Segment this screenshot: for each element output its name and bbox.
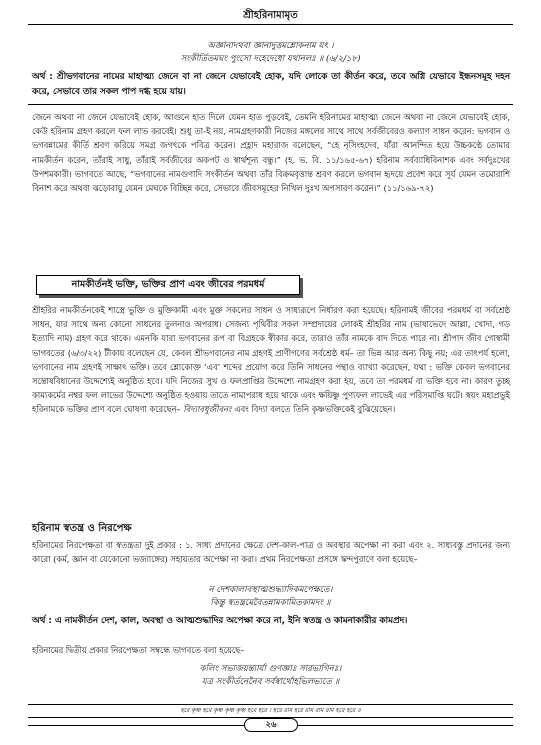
translation-2 [32,614,510,629]
translation-1 [32,70,510,99]
running-head: শ্রীহরিনামামৃত [243,10,298,21]
verse-line: সংকীর্তিতমঘং পুংসো দহেদেধো যথানলঃ ॥ (৬/২/১৮) [180,54,361,64]
mahamantra-footer-band: হরে কৃষ্ণ হরে কৃষ্ণ কৃষ্ণ কৃষ্ণ হরে হরে । হরে রাম হরে রাম রাম রাম হরে হরে ॥ [28,704,513,718]
subsection-heading: হরিনাম স্বতন্ত্র ও নিরপেক্ষ [32,523,132,534]
paragraph-supreme-dharma [32,303,510,417]
verse-sanskrit-3 [0,663,541,689]
verse-line: কিন্তু স্বতন্ত্রমেবৈতন্নামকামিতকামদং ॥ [210,598,331,608]
section-heading-box [36,275,300,295]
translation-label: অর্থ : [32,72,53,82]
page-number: ২৬ [244,718,298,732]
translation-label: অর্থ : [32,616,52,626]
verse-sanskrit-2 [0,584,541,610]
translation-text: এ নামকীর্তন দেশ, কাল, অবস্থা ও আত্মশুদ্ধাদির অপেক্ষা করে না, ইনি স্বতন্ত্র ও কামনাকারীর কামপ্রদ। [54,616,408,626]
verse-line: অজ্ঞানাদথবা জ্ঞানাদুত্তমশ্লোকনাম যৎ । [207,41,334,51]
verse-line: যত্র সংকীর্তনেনৈব সর্বস্বার্থোহভিলভ্যতে ॥ [201,677,340,687]
paragraph-name-glory: জেনে অথবা না জেনে যেভাবেই হোক, আগুনে হাত দিলে যেমন হাত পুড়বেই, তেমনি হরিনামের মাহাত্ম্য জেনে অথবা না জেনে যেভাবেই হোক, কেউ হরিনাম গ্রহণ করলে ফল লাভ করবেই। শুধু তা-ই নয়, নামগ্রহণকারী নিজের মঙ্গলের সাথে সাথে সর্বজীবেরও কল্যাণ সাধন করেন: ভগবান ও ভগবন্নামের কীর্তি শ্রবণ করিয়ে সমগ্র জগৎকে পবিত্র করেন। প্রহ্লাদ মহারাজ বলেছেন, “হে নৃসিংহদেব, যাঁরা আনন্দিত হয়ে উচ্চকণ্ঠে তোমার নামকীর্তন করেন, তাঁরাই সাধু, তাঁরাই সর্বজীবের অকপট ও স্বার্থশূন্য বন্ধু।” (হ. ভ. বি. ১১/১৬৫-৬৭) হরিনাম সর্বব্যাধিবিনাশক এবং সর্বদুঃখের উপশমকারী। ভাগবতে আছে, “ভগবানের নামগুণাদি সংকীর্তন অথবা তাঁর বিক্রমবৃত্তান্ত শ্রবণ করলে ভগবান হৃদয়ে প্রবেশ করে সূর্য যেমন তমোরাশি বিনাশ করে অথবা ঝড়োবায়ু যেমন মেঘকে বিচ্ছিন্ন করে, সেভাবে জীবসমূহের নিখিল দুঃখ অপসারণ করেন।” (১১/১৬৯-৭২) [32,112,510,194]
verse-line: কলিং সভাজয়ন্ত্যার্যা গুণজ্ঞাঃ সারভাগিনঃ। [199,664,342,674]
header-divider [28,24,513,25]
paragraph-second-kind: হরিনামের দ্বিতীয় প্রকার নিরপেক্ষতা সম্বন্ধে ভাগবতে বলা হয়েছে– [32,645,245,655]
verse-line: ন দেশকালাবস্থাত্মশুদ্ধ্যাদিকমপেক্ষতে। [208,585,333,595]
verse-sanskrit-1 [0,40,541,66]
paragraph-independence: হরিনামের নিরপেক্ষতা বা স্বতন্ত্রতা দুই প্রকার : ১. সাধ্য প্রদানের ক্ষেত্রে দেশ-কাল-পাত্র ও অবস্থার অপেক্ষা না করা এবং ২. সাধ্যবস্তু প্রদানের জন্য কারো (কর্ম, জ্ঞান বা যেকোনো ভজ্যাঙ্গের) সহায়তার অপেক্ষা না করা। প্রথম নিরপেক্ষতা প্রসঙ্গে স্কন্দপুরাণে বলা হয়েছে– [32,540,510,565]
paragraph-text: শ্রীহরির নামকীর্তনকেই শাস্ত্রে ভুক্তি ও মুক্তিকামী এবং মুক্ত সকলের সাধন ও সাধ্যরূপে নির্ধারণ করা হয়েছে। হরিনামই জীবের পরমধর্ম বা সর্বশ্রেষ্ঠ সাধন, যার সাথে অন্য কোনো সাধনের তুলনাও অপরাধ। সেজন্য পৃথিবীর সকল সম্প্রদায়ের লোকই শ্রীহরির নাম (ভাষাভেদে আল্লা, খোদা, গড ইত্যাদি নাম) গ্রহণ করে থাকে। এমনকি যারা ভগবানের রূপ বা বিগ্রহকে স্বীকার করে, তারাও তাঁর নামকে বাদ দিতে পারে না। শ্রীপাদ জীব গোস্বামী ভাগবতের (৬/৩/২২) টীকায় বলেছেন যে, কেবল শ্রীভগবানের নাম গ্রহণই প্রাণীগণের সর্বশ্রেষ্ঠ ধর্ম– তা ভিন্ন আর অন্য কিছু নয়; এর তাৎপর্য হলো, ভগবানের নাম গ্রহণই সাক্ষাৎ ভক্তি। তবে শ্লোকোক্ত ‘এব’ শব্দের প্রয়োগ করে তিনি সাধনের পন্থাও ব্যাখ্যা করেছেন, যথা : ভক্তি কেবল ভগবানের সন্তোষবিধানের উদ্দেশ্যেই অনুষ্ঠিত হবে। যদি নিজের সুখ ও ফলপ্রাপ্তির উদ্দেশ্যে নামগ্রহণ করা হয়, তবে তা পরমধর্ম বা ভক্তি হবে না। কারণ তুচ্ছ কাম্যকর্মের নশ্বর ফল লাভের উদ্দেশ্যে অনুষ্ঠিত হওয়ায় তাতে নামাপরাধ হয়ে থাকে এবং ক্ষয়িষ্ণু পুণ্যফল লাভেই এর পরিসমাপ্তি ঘটে। স্বয়ং মহাপ্রভুই হরিনামকে ভক্তির প্রাণ বলে ঘোষণা করেছেন– [32,305,510,415]
emphasis-phrase: বিদ্যাবধূজীবনং [183,404,232,415]
section-divider [28,104,513,105]
translation-text: শ্রীভগবানের নামের মাহাত্ম্য জেনে বা না জেনে যেভাবেই হোক, যদি লোকে তা কীর্তন করে, তবে অগ্নি যেভাবে ইন্ধনসমূহ দহন করে, সেভাবে তার সকল পাপ দগ্ধ হয়ে যায়। [32,72,510,97]
page-number-area [0,718,541,732]
section-heading: নামকীর্তনই ভক্তি, ভক্তির প্রাণ এবং জীবের পরমধর্ম [71,279,265,290]
paragraph-text: এবং বিদ্যা বলতে তিনি কৃষ্ণভক্তিকেই বুঝিয়েছেন। [234,404,396,415]
